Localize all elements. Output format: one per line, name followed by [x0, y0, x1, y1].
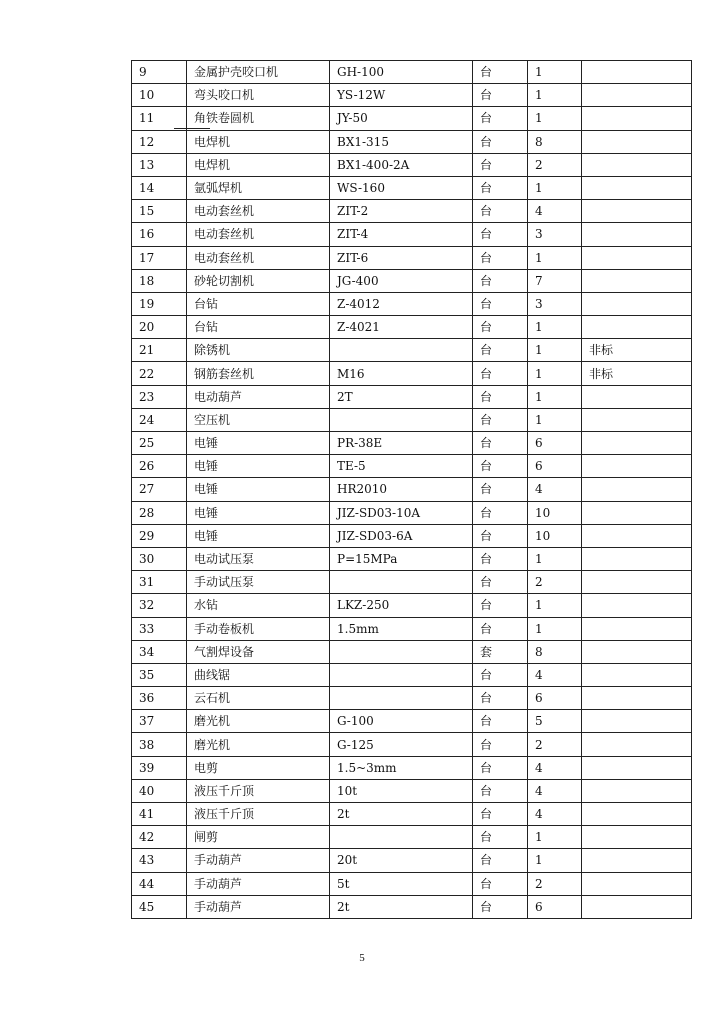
equipment-name-cell: 金属护壳咬口机: [187, 61, 330, 84]
equipment-name-cell: 磨光机: [187, 733, 330, 756]
remark-cell: [582, 547, 692, 570]
unit-cell: 台: [473, 826, 528, 849]
unit-cell: 台: [473, 872, 528, 895]
row-number-cell: 17: [132, 246, 187, 269]
remark-cell: [582, 895, 692, 918]
model-spec-cell: 20t: [330, 849, 473, 872]
table-row: [132, 501, 692, 524]
quantity-cell: 6: [528, 687, 582, 710]
remark-cell: [582, 571, 692, 594]
row-number-cell: 22: [132, 362, 187, 385]
unit-cell: 台: [473, 339, 528, 362]
model-spec-cell: G-125: [330, 733, 473, 756]
quantity-cell: 2: [528, 872, 582, 895]
row-number-cell: 34: [132, 640, 187, 663]
unit-cell: 台: [473, 153, 528, 176]
remark-cell: [582, 501, 692, 524]
row-number-cell: 37: [132, 710, 187, 733]
row-number-cell: 44: [132, 872, 187, 895]
quantity-cell: 1: [528, 316, 582, 339]
remark-cell: [582, 153, 692, 176]
unit-cell: 台: [473, 455, 528, 478]
quantity-cell: 8: [528, 130, 582, 153]
table-row: [132, 779, 692, 802]
model-spec-cell: [330, 663, 473, 686]
row-number-cell: 15: [132, 200, 187, 223]
table-row: [132, 408, 692, 431]
model-spec-cell: 2T: [330, 385, 473, 408]
equipment-name-cell: 手动卷板机: [187, 617, 330, 640]
remark-cell: [582, 130, 692, 153]
remark-cell: [582, 455, 692, 478]
row-number-cell: 16: [132, 223, 187, 246]
model-spec-cell: WS-160: [330, 176, 473, 199]
equipment-name-cell: 电锤: [187, 501, 330, 524]
unit-cell: 台: [473, 756, 528, 779]
equipment-name-cell: 电剪: [187, 756, 330, 779]
equipment-name-cell: 空压机: [187, 408, 330, 431]
model-spec-cell: 2t: [330, 895, 473, 918]
equipment-name-cell: 电焊机: [187, 130, 330, 153]
model-spec-cell: G-100: [330, 710, 473, 733]
table-row: [132, 524, 692, 547]
quantity-cell: 5: [528, 710, 582, 733]
table-row: [132, 130, 692, 153]
quantity-cell: 4: [528, 663, 582, 686]
remark-cell: [582, 733, 692, 756]
equipment-name-cell: 除锈机: [187, 339, 330, 362]
equipment-name-cell: 台钻: [187, 292, 330, 315]
unit-cell: 台: [473, 246, 528, 269]
table-row: [132, 756, 692, 779]
quantity-cell: 8: [528, 640, 582, 663]
model-spec-cell: [330, 687, 473, 710]
model-spec-cell: BX1-400-2A: [330, 153, 473, 176]
row-number-cell: 39: [132, 756, 187, 779]
unit-cell: 台: [473, 687, 528, 710]
row-number-cell: 9: [132, 61, 187, 84]
remark-cell: 非标: [582, 339, 692, 362]
row-number-cell: 14: [132, 176, 187, 199]
row-number-cell: 19: [132, 292, 187, 315]
row-number-cell: 20: [132, 316, 187, 339]
unit-cell: 台: [473, 663, 528, 686]
model-spec-cell: ZIT-4: [330, 223, 473, 246]
unit-cell: 台: [473, 571, 528, 594]
row-number-cell: 13: [132, 153, 187, 176]
row-number-cell: 33: [132, 617, 187, 640]
table-row: [132, 455, 692, 478]
quantity-cell: 3: [528, 292, 582, 315]
table-row: [132, 849, 692, 872]
quantity-cell: 2: [528, 571, 582, 594]
unit-cell: 台: [473, 408, 528, 431]
equipment-name-cell: 角铁卷圆机: [187, 107, 330, 130]
remark-cell: [582, 756, 692, 779]
remark-cell: [582, 408, 692, 431]
row-number-cell: 36: [132, 687, 187, 710]
remark-cell: [582, 663, 692, 686]
model-spec-cell: 1.5mm: [330, 617, 473, 640]
equipment-name-cell: 氩弧焊机: [187, 176, 330, 199]
unit-cell: 台: [473, 200, 528, 223]
unit-cell: 台: [473, 292, 528, 315]
quantity-cell: 4: [528, 779, 582, 802]
unit-cell: 台: [473, 501, 528, 524]
quantity-cell: 4: [528, 803, 582, 826]
equipment-name-cell: 电锤: [187, 455, 330, 478]
model-spec-cell: 1.5~3mm: [330, 756, 473, 779]
remark-cell: [582, 61, 692, 84]
table-row: [132, 687, 692, 710]
table-row: [132, 571, 692, 594]
unit-cell: 台: [473, 362, 528, 385]
equipment-name-cell: 电动套丝机: [187, 223, 330, 246]
model-spec-cell: JY-50: [330, 107, 473, 130]
unit-cell: 台: [473, 316, 528, 339]
quantity-cell: 1: [528, 826, 582, 849]
equipment-name-cell: 钢筋套丝机: [187, 362, 330, 385]
quantity-cell: 6: [528, 455, 582, 478]
table-row: [132, 640, 692, 663]
model-spec-cell: TE-5: [330, 455, 473, 478]
equipment-name-cell: 弯头咬口机: [187, 84, 330, 107]
remark-cell: [582, 524, 692, 547]
unit-cell: 台: [473, 779, 528, 802]
table-row: [132, 339, 692, 362]
unit-cell: 台: [473, 803, 528, 826]
table-row: [132, 61, 692, 84]
unit-cell: 台: [473, 269, 528, 292]
table-row: [132, 153, 692, 176]
remark-cell: [582, 176, 692, 199]
table-row: [132, 803, 692, 826]
quantity-cell: 1: [528, 339, 582, 362]
unit-cell: 台: [473, 432, 528, 455]
row-number-cell: 38: [132, 733, 187, 756]
quantity-cell: 1: [528, 408, 582, 431]
quantity-cell: 1: [528, 176, 582, 199]
quantity-cell: 1: [528, 849, 582, 872]
equipment-table-body: [132, 61, 692, 919]
equipment-name-cell: 电动葫芦: [187, 385, 330, 408]
unit-cell: 台: [473, 547, 528, 570]
equipment-name-cell: 手动葫芦: [187, 895, 330, 918]
quantity-cell: 7: [528, 269, 582, 292]
unit-cell: 台: [473, 895, 528, 918]
quantity-cell: 2: [528, 153, 582, 176]
remark-cell: [582, 687, 692, 710]
row-number-cell: 29: [132, 524, 187, 547]
row-number-cell: 18: [132, 269, 187, 292]
quantity-cell: 1: [528, 84, 582, 107]
model-spec-cell: 5t: [330, 872, 473, 895]
model-spec-cell: Z-4012: [330, 292, 473, 315]
model-spec-cell: 10t: [330, 779, 473, 802]
equipment-name-cell: 液压千斤顶: [187, 803, 330, 826]
unit-cell: 台: [473, 524, 528, 547]
model-spec-cell: [330, 640, 473, 663]
remark-cell: [582, 478, 692, 501]
row-number-cell: 45: [132, 895, 187, 918]
equipment-name-cell: 电动套丝机: [187, 246, 330, 269]
equipment-name-cell: 闸剪: [187, 826, 330, 849]
remark-cell: [582, 269, 692, 292]
model-spec-cell: [330, 408, 473, 431]
remark-cell: [582, 640, 692, 663]
quantity-cell: 3: [528, 223, 582, 246]
unit-cell: 台: [473, 176, 528, 199]
model-spec-cell: HR2010: [330, 478, 473, 501]
model-spec-cell: Z-4021: [330, 316, 473, 339]
remark-cell: [582, 594, 692, 617]
row-number-cell: 32: [132, 594, 187, 617]
row-number-cell: 35: [132, 663, 187, 686]
equipment-name-cell: 手动葫芦: [187, 872, 330, 895]
remark-cell: 非标: [582, 362, 692, 385]
table-row: [132, 176, 692, 199]
model-spec-cell: 2t: [330, 803, 473, 826]
model-spec-cell: BX1-315: [330, 130, 473, 153]
quantity-cell: 4: [528, 478, 582, 501]
unit-cell: 套: [473, 640, 528, 663]
unit-cell: 台: [473, 478, 528, 501]
remark-cell: [582, 779, 692, 802]
quantity-cell: 1: [528, 107, 582, 130]
model-spec-cell: JIZ-SD03-6A: [330, 524, 473, 547]
table-row: [132, 617, 692, 640]
row-number-cell: 28: [132, 501, 187, 524]
model-spec-cell: [330, 826, 473, 849]
quantity-cell: 1: [528, 547, 582, 570]
unit-cell: 台: [473, 130, 528, 153]
unit-cell: 台: [473, 61, 528, 84]
table-row: [132, 223, 692, 246]
row-number-cell: 30: [132, 547, 187, 570]
row-number-cell: 24: [132, 408, 187, 431]
equipment-name-cell: 电动试压泵: [187, 547, 330, 570]
remark-cell: [582, 107, 692, 130]
table-row: [132, 733, 692, 756]
remark-cell: [582, 803, 692, 826]
equipment-name-cell: 台钻: [187, 316, 330, 339]
row-number-cell: 43: [132, 849, 187, 872]
page-number: 5: [359, 952, 365, 964]
quantity-cell: 2: [528, 733, 582, 756]
row-number-cell: 23: [132, 385, 187, 408]
quantity-cell: 1: [528, 385, 582, 408]
remark-cell: [582, 872, 692, 895]
equipment-name-cell: 电焊机: [187, 153, 330, 176]
model-spec-cell: ZIT-6: [330, 246, 473, 269]
remark-cell: [582, 200, 692, 223]
row-number-cell: 40: [132, 779, 187, 802]
quantity-cell: 4: [528, 756, 582, 779]
remark-cell: [582, 385, 692, 408]
table-row: [132, 710, 692, 733]
table-row: [132, 107, 692, 130]
equipment-name-cell: 电动套丝机: [187, 200, 330, 223]
equipment-name-cell: 砂轮切割机: [187, 269, 330, 292]
row-number-cell: 27: [132, 478, 187, 501]
remark-cell: [582, 246, 692, 269]
equipment-name-cell: 手动试压泵: [187, 571, 330, 594]
equipment-name-cell: 液压千斤顶: [187, 779, 330, 802]
equipment-name-cell: 云石机: [187, 687, 330, 710]
row-number-cell: 26: [132, 455, 187, 478]
row-number-cell: 12: [132, 130, 187, 153]
model-spec-cell: P=15MPa: [330, 547, 473, 570]
equipment-name-cell: 气割焊设备: [187, 640, 330, 663]
remark-cell: [582, 849, 692, 872]
table-row: [132, 362, 692, 385]
remark-cell: [582, 826, 692, 849]
table-row: [132, 663, 692, 686]
table-row: [132, 478, 692, 501]
table-row: [132, 200, 692, 223]
table-row: [132, 292, 692, 315]
equipment-name-cell: 手动葫芦: [187, 849, 330, 872]
unit-cell: 台: [473, 107, 528, 130]
table-row: [132, 895, 692, 918]
unit-cell: 台: [473, 84, 528, 107]
quantity-cell: 1: [528, 594, 582, 617]
table-row: [132, 385, 692, 408]
remark-cell: [582, 316, 692, 339]
quantity-cell: 1: [528, 246, 582, 269]
equipment-name-cell: 磨光机: [187, 710, 330, 733]
table-row: [132, 872, 692, 895]
unit-cell: 台: [473, 617, 528, 640]
table-row: [132, 432, 692, 455]
model-spec-cell: [330, 339, 473, 362]
row-number-cell: 31: [132, 571, 187, 594]
table-row: [132, 84, 692, 107]
table-row: [132, 594, 692, 617]
row-number-cell: 10: [132, 84, 187, 107]
row-number-cell: 11: [132, 107, 187, 130]
model-spec-cell: JG-400: [330, 269, 473, 292]
quantity-cell: 6: [528, 895, 582, 918]
remark-cell: [582, 432, 692, 455]
quantity-cell: 1: [528, 61, 582, 84]
model-spec-cell: ZIT-2: [330, 200, 473, 223]
quantity-cell: 4: [528, 200, 582, 223]
model-spec-cell: [330, 571, 473, 594]
remark-cell: [582, 84, 692, 107]
unit-cell: 台: [473, 385, 528, 408]
unit-cell: 台: [473, 223, 528, 246]
quantity-cell: 6: [528, 432, 582, 455]
row-number-cell: 41: [132, 803, 187, 826]
row-number-cell: 42: [132, 826, 187, 849]
table-row: [132, 547, 692, 570]
remark-cell: [582, 292, 692, 315]
model-spec-cell: YS-12W: [330, 84, 473, 107]
remark-cell: [582, 617, 692, 640]
quantity-cell: 1: [528, 362, 582, 385]
remark-cell: [582, 710, 692, 733]
equipment-name-cell: 电锤: [187, 432, 330, 455]
model-spec-cell: PR-38E: [330, 432, 473, 455]
unit-cell: 台: [473, 594, 528, 617]
quantity-cell: 1: [528, 617, 582, 640]
equipment-name-cell: 电锤: [187, 524, 330, 547]
underline-mark: [174, 128, 210, 129]
row-number-cell: 21: [132, 339, 187, 362]
equipment-table: [131, 60, 692, 919]
model-spec-cell: LKZ-250: [330, 594, 473, 617]
quantity-cell: 10: [528, 501, 582, 524]
equipment-name-cell: 水钻: [187, 594, 330, 617]
model-spec-cell: JIZ-SD03-10A: [330, 501, 473, 524]
table-row: [132, 826, 692, 849]
equipment-name-cell: 曲线锯: [187, 663, 330, 686]
row-number-cell: 25: [132, 432, 187, 455]
unit-cell: 台: [473, 733, 528, 756]
table-row: [132, 316, 692, 339]
unit-cell: 台: [473, 849, 528, 872]
table-row: [132, 246, 692, 269]
model-spec-cell: GH-100: [330, 61, 473, 84]
equipment-name-cell: 电锤: [187, 478, 330, 501]
unit-cell: 台: [473, 710, 528, 733]
model-spec-cell: M16: [330, 362, 473, 385]
remark-cell: [582, 223, 692, 246]
table-row: [132, 269, 692, 292]
quantity-cell: 10: [528, 524, 582, 547]
